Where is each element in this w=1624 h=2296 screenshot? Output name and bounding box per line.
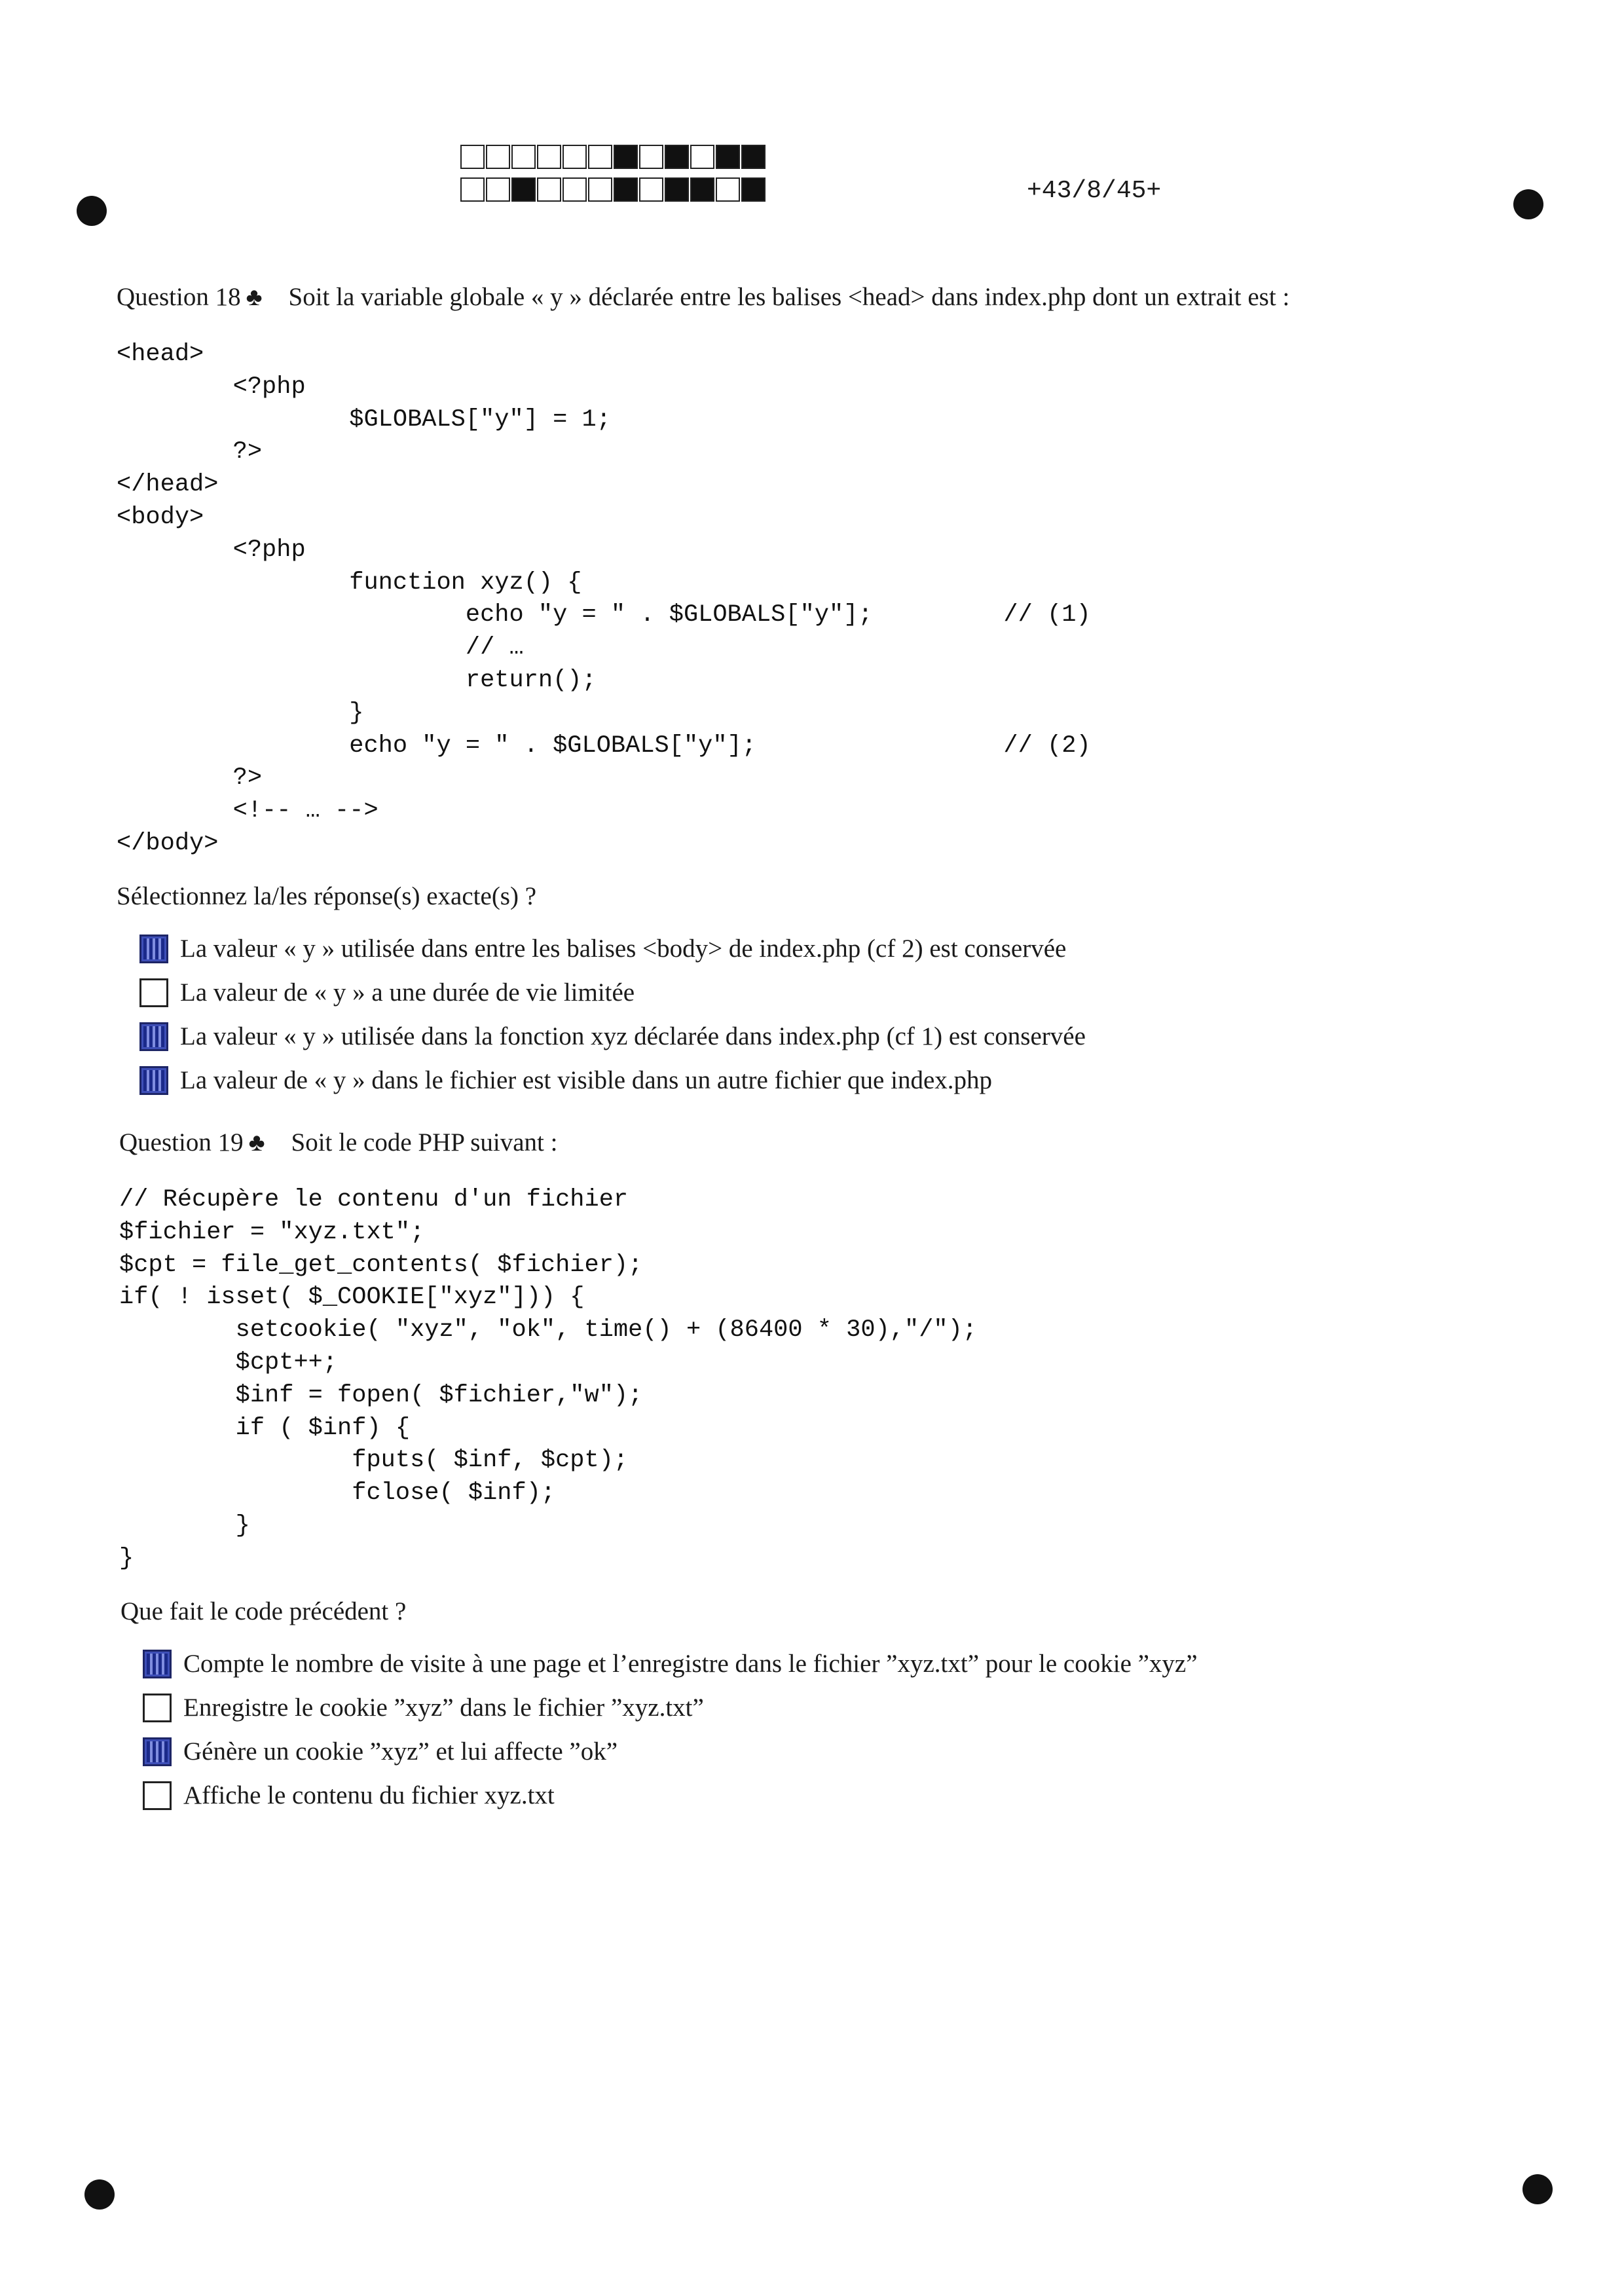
- code-block: // Récupère le contenu d'un fichier $fichier = "xyz.txt"; $cpt = file_get_contents( $fichier); if( ! isset( $_COOKIE["xyz"])) { setcookie( "xyz", "ok", time() + (86400 * 30),"/"); $cpt++; $inf = fopen( $fichier,"w"); if ( $inf) { fputs( $inf, $cpt); fclose( $inf); } }: [119, 1186, 978, 1572]
- marker-grid-cell: [614, 177, 638, 202]
- answer-checkbox[interactable]: [139, 978, 168, 1007]
- marker-grid-cell: [665, 145, 689, 169]
- code-block: <head> <?php $GLOBALS["y"] = 1; ?> </head> <body> <?php function xyz() { echo "y = " . $GLOBALS["y"]; // (1) // … return(); } echo "y = " . $GLOBALS["y"]; // (2) ?> <!-- … --> </body>: [117, 341, 1091, 857]
- marker-grid-cell: [639, 177, 663, 202]
- question-header: [119, 1128, 557, 1157]
- marker-grid-cell: [511, 145, 536, 169]
- answer-text: Affiche le contenu du fichier xyz.txt: [183, 1781, 555, 1809]
- marker-grid-cell: [716, 177, 740, 202]
- answer-text: La valeur « y » utilisée dans entre les balises <body> de index.php (cf 2) est conservée: [180, 935, 1067, 963]
- marker-grid-cell: [460, 177, 485, 202]
- question-header: [117, 282, 1289, 312]
- answer-checkbox[interactable]: [143, 1781, 172, 1810]
- question-prompt: Que fait le code précédent ?: [120, 1597, 407, 1625]
- marker-grid-cell: [614, 145, 638, 169]
- corner-mark-bottom-right: [1522, 2174, 1553, 2204]
- marker-grid-cell: [537, 177, 561, 202]
- answer-checkbox[interactable]: [143, 1737, 172, 1766]
- answer-text: Compte le nombre de visite à une page et l’enregistre dans le fichier ”xyz.txt” pour le cookie ”xyz”: [183, 1650, 1198, 1678]
- answer-option[interactable]: [139, 978, 635, 1007]
- marker-grid-cell: [639, 145, 663, 169]
- marker-grid-cell: [486, 177, 510, 202]
- marker-grid-cell: [741, 177, 766, 202]
- answer-checkbox[interactable]: [139, 1022, 168, 1051]
- answer-option[interactable]: [143, 1649, 1198, 1678]
- answer-checkbox[interactable]: [139, 935, 168, 963]
- answer-checkbox[interactable]: [143, 1694, 172, 1722]
- marker-grid-row: [460, 145, 767, 169]
- marker-grid-cell: [690, 177, 714, 202]
- corner-mark-top-right: [1513, 189, 1543, 219]
- marker-grid-row: [460, 177, 767, 202]
- marker-grid-cell: [665, 177, 689, 202]
- marker-grid-cell: [563, 177, 587, 202]
- marker-grid-cell: [460, 145, 485, 169]
- marker-grid-cell: [537, 145, 561, 169]
- marker-grid-cell: [588, 177, 612, 202]
- answer-option[interactable]: [143, 1737, 618, 1766]
- marker-grid-cell: [741, 145, 766, 169]
- answer-text: La valeur « y » utilisée dans la fonction xyz déclarée dans index.php (cf 1) est conservée: [180, 1022, 1086, 1050]
- answer-option[interactable]: [143, 1781, 555, 1810]
- answer-option[interactable]: [139, 934, 1066, 963]
- question-title: Question 18: [117, 283, 241, 311]
- question-statement: Soit le code PHP suivant :: [291, 1128, 558, 1157]
- marker-grid-cell: [511, 177, 536, 202]
- question-title: Question 19: [119, 1128, 244, 1157]
- marker-grid-cell: [486, 145, 510, 169]
- page-identifier: +43/8/45+: [1027, 177, 1162, 205]
- corner-mark-bottom-left: [84, 2179, 115, 2210]
- answer-text: La valeur de « y » a une durée de vie limitée: [180, 978, 635, 1007]
- marker-grid-cell: [588, 145, 612, 169]
- answer-option[interactable]: [143, 1693, 704, 1722]
- marker-grid-cell: [563, 145, 587, 169]
- marker-grid-cell: [716, 145, 740, 169]
- question-statement: Soit la variable globale « y » déclarée entre les balises <head> dans index.php dont un extrait est :: [288, 283, 1290, 311]
- answer-checkbox[interactable]: [143, 1650, 172, 1678]
- club-icon: ♣: [248, 1129, 265, 1157]
- answer-text: La valeur de « y » dans le fichier est visible dans un autre fichier que index.php: [180, 1066, 993, 1094]
- answer-text: Enregistre le cookie ”xyz” dans le fichier ”xyz.txt”: [183, 1694, 704, 1722]
- answer-checkbox[interactable]: [139, 1066, 168, 1095]
- answer-text: Génère un cookie ”xyz” et lui affecte ”ok”: [183, 1737, 618, 1766]
- club-icon: ♣: [246, 284, 263, 311]
- answer-option[interactable]: [139, 1065, 992, 1095]
- question-prompt: Sélectionnez la/les réponse(s) exacte(s) ?: [117, 882, 537, 910]
- corner-mark-top-left: [77, 196, 107, 226]
- marker-grid-cell: [690, 145, 714, 169]
- answer-option[interactable]: [139, 1022, 1086, 1051]
